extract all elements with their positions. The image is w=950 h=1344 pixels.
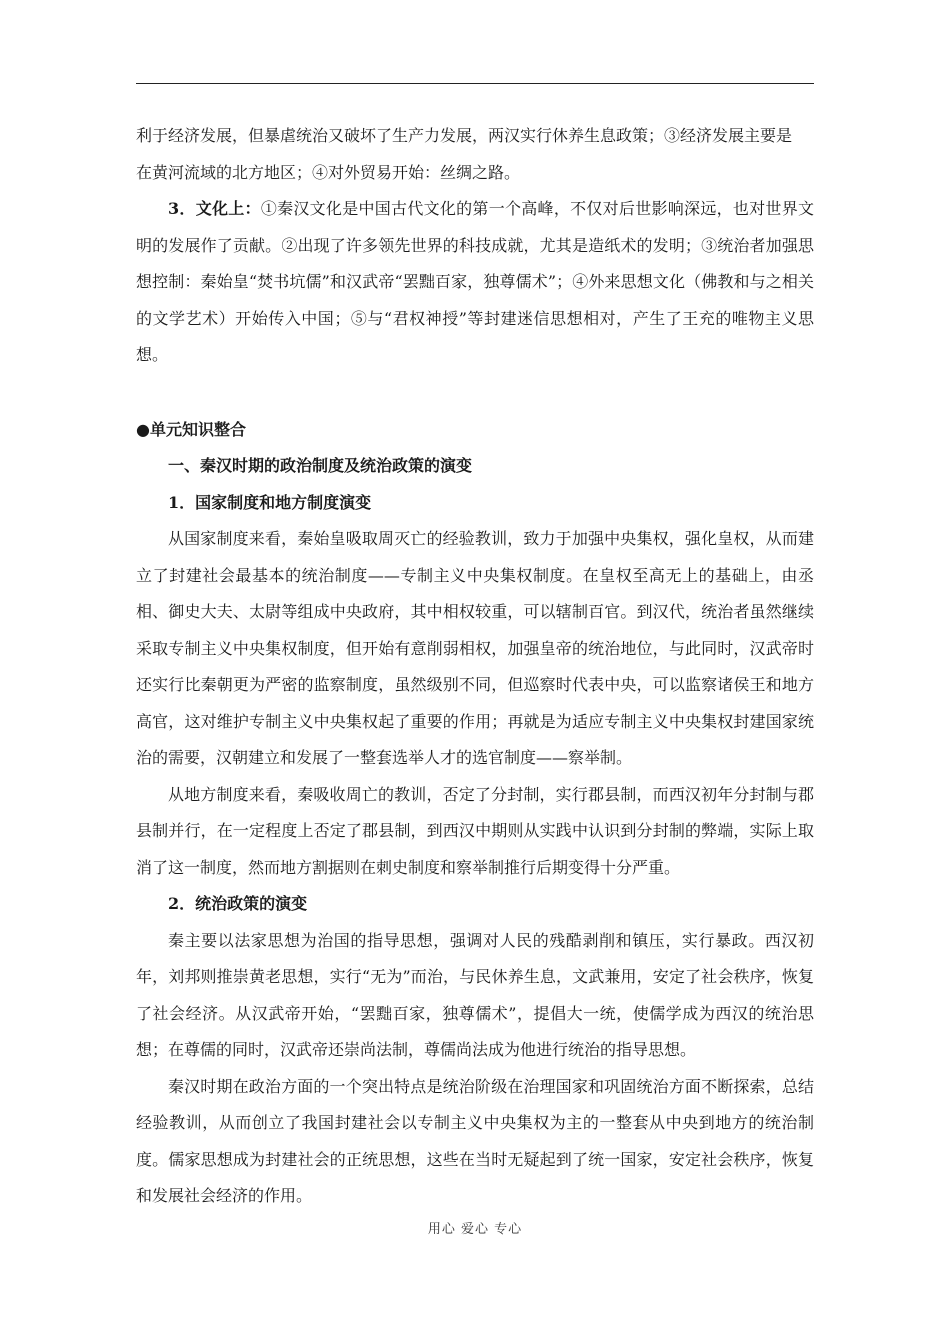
- page-footer: 用心 爱心 专心: [427, 1222, 523, 1237]
- header-rule: [136, 83, 814, 84]
- culture-paragraph: [136, 191, 814, 374]
- document-body: [136, 118, 814, 1215]
- intro-line-2: 在黄河流域的北方地区；④对外贸易开始：丝绸之路。: [136, 162, 521, 182]
- unit-summary-heading: ●单元知识整合: [136, 419, 246, 439]
- culture-label: 3．文化上：: [168, 199, 261, 218]
- subsection-2-paragraph-1: 秦主要以法家思想为治国的指导思想，强调对人民的残酷剥削和镇压，实行暴政。西汉初年，刘邦则推崇黄老思想，实行“无为”而治，与民休养生息，文武兼用，安定了社会秩序，恢复了社会经济。从汉武帝开始，“罢黜百家，独尊儒术”，提倡大一统，使儒学成为西汉的统治思想；在尊儒的同时，汉武帝还崇尚法制，尊儒尚法成为他进行统治的指导思想。: [136, 930, 814, 1059]
- section-1-title: 一、秦汉时期的政治制度及统治政策的演变: [168, 456, 473, 475]
- subsection-1-paragraph-1: 从国家制度来看，秦始皇吸取周灭亡的经验教训，致力于加强中央集权，强化皇权，从而建立了封建社会最基本的统治制度——专制主义中央集权制度。在皇权至高无上的基础上，由丞相、御史大夫、太尉等组成中央政府，其中相权较重，可以辖制百官。到汉代，统治者虽然继续采取专制主义中央集权制度，但开始有意削弱相权，加强皇帝的统治地位，与此同时，汉武帝时还实行比秦朝更为严密的监察制度，虽然级别不同，但巡察时代表中央，可以监察诸侯王和地方高官，这对维护专制主义中央集权起了重要的作用；再就是为适应专制主义中央集权封建国家统治的需要，汉朝建立和发展了一整套选举人才的选官制度——察举制。: [136, 529, 814, 767]
- subsection-1-paragraph-2: 从地方制度来看，秦吸收周亡的教训，否定了分封制，实行郡县制，而西汉初年分封制与郡县制并行，在一定程度上否定了郡县制，到西汉中期则从实践中认识到分封制的弊端，实际上取消了这一制度，然而地方割据则在刺史制度和察举制推行后期变得十分严重。: [136, 784, 814, 877]
- intro-line-1: 利于经济发展，但暴虐统治又破坏了生产力发展，两汉实行休养生息政策；③经济发展主要是: [136, 126, 793, 145]
- subsection-2-title: 2．统治政策的演变: [168, 894, 308, 913]
- subsection-2-paragraph-2: 秦汉时期在政治方面的一个突出特点是统治阶级在治理国家和巩固统治方面不断探索，总结经验教训，从而创立了我国封建社会以专制主义中央集权为主的一整套从中央到地方的统治制度。儒家思想成为封建社会的正统思想，这些在当时无疑起到了统一国家，安定社会秩序，恢复和发展社会经济的作用。: [136, 1076, 814, 1205]
- subsection-1-title: 1．国家制度和地方制度演变: [168, 492, 372, 512]
- culture-text: ①秦汉文化是中国古代文化的第一个高峰，不仅对后世影响深远，也对世界文明的发展作了贡献。②出现了许多领先世界的科技成就，尤其是造纸术的发明；③统治者加强思想控制：秦始皇“焚书坑儒”和汉武帝“罢黜百家，独尊儒术”；④外来思想文化（佛教和与之相关的文学艺术）开始传入中国；⑤与“君权神授”等封建迷信思想相对，产生了王充的唯物主义思想。: [136, 199, 814, 364]
